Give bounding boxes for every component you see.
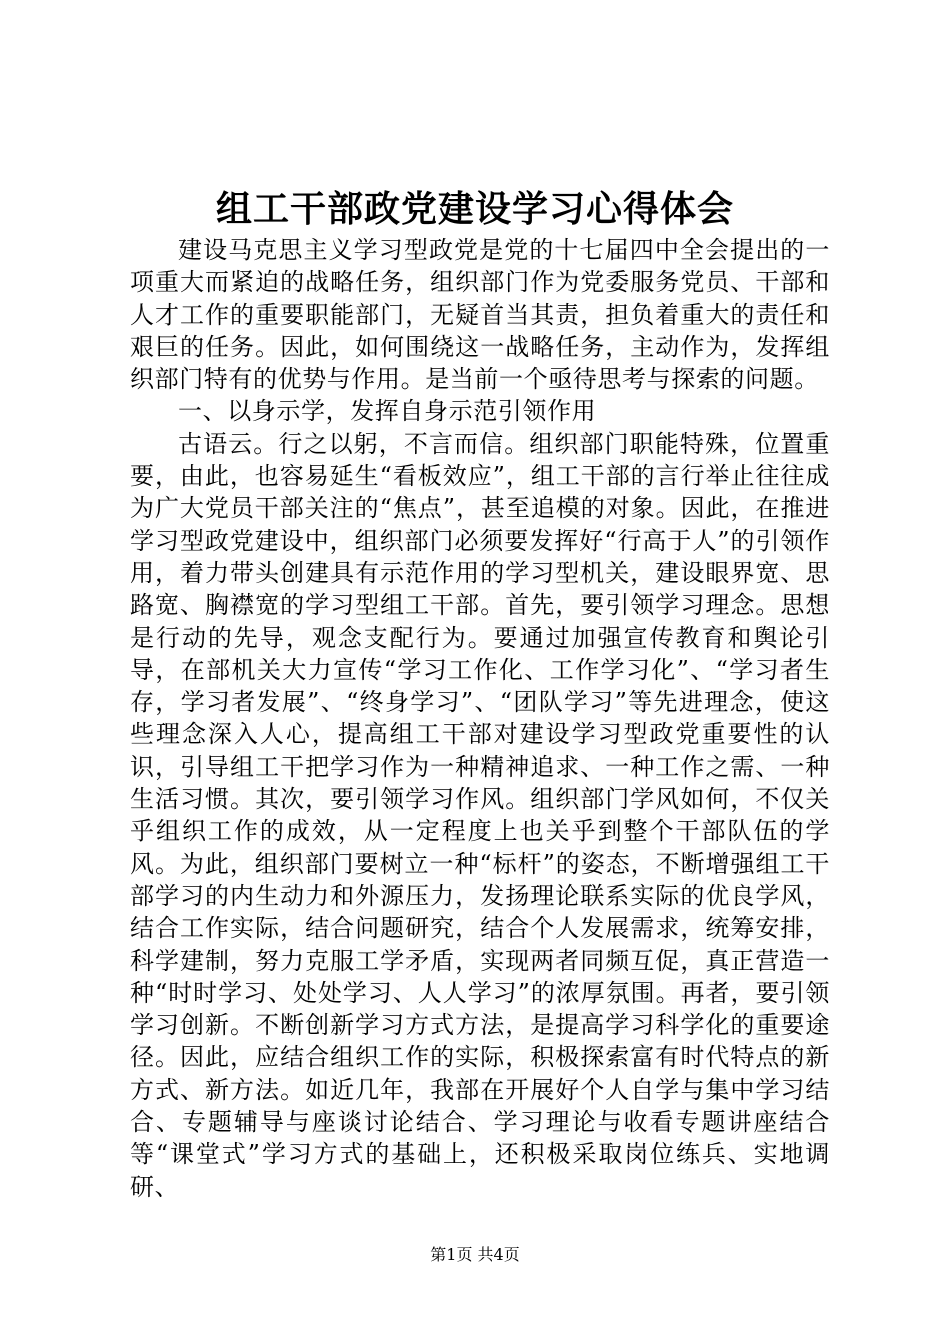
document-body [130,234,830,1203]
document-title: 组工干部政党建设学习心得体会 [215,188,734,230]
intro-paragraph: 建设马克思主义学习型政党是党的十七届四中全会提出的一项重大而紧迫的战略任务，组织部门作为党委服务党员、干部和人才工作的重要职能部门，无疑首当其责，担负着重大的责任和艰巨的任务。因此，如何围绕这一战略任务，主动作为，发挥组织部门特有的优势与作用。是当前一个亟待思考与探索的问题。 [130,236,830,394]
page-number-footer: 第1页 共4页 [430,1245,520,1264]
section-paragraph: 古语云。行之以躬，不言而信。组织部门职能特殊，位置重要，由此，也容易延生“看板效应”，组工干部的言行举止往往成为广大党员干部关注的“焦点”，甚至追模的对象。因此，在推进学习型政党建设中，组织部门必须要发挥好“行高于人”的引领作用，着力带头创建具有示范作用的学习型机关，建设眼界宽、思路宽、胸襟宽的学习型组工干部。首先，要引领学习理念。思想是行动的先导，观念支配行为。要通过加强宣传教育和舆论引导，在部机关大力宣传“学习工作化、工作学习化”、“学习者生存，学习者发展”、“终身学习”、“团队学习”等先进理念，使这些理念深入人心，提高组工干部对建设学习型政党重要性的认识，引导组工干把学习作为一种精神追求、一种工作之需、一种生活习惯。其次，要引领学习作风。组织部门学风如何，不仅关乎组织工作的成效，从一定程度上也关乎到整个干部队伍的学风。为此，组织部门要树立一种“标杆”的姿态，不断增强组工干部学习的内生动力和外源压力，发扬理论联系实际的优良学风，结合工作实际，结合问题研究，结合个人发展需求，统筹安排，科学建制，努力克服工学矛盾，实现两者同频互促，真正营造一种“时时学习、处处学习、人人学习”的浓厚氛围。再者，要引领学习创新。不断创新学习方式方法，是提高学习科学化的重要途径。因此，应结合组织工作的实际，积极探索富有时代特点的新方式、新方法。如近几年，我部在开展好个人自学与集中学习结合、专题辅导与座谈讨论结合、学习理论与收看专题讲座结合等“课堂式”学习方式的基础上，还积极采取岗位练兵、实地调研、 [130,429,830,1201]
section-heading: 一、以身示学，发挥自身示范引领作用 [178,397,597,426]
